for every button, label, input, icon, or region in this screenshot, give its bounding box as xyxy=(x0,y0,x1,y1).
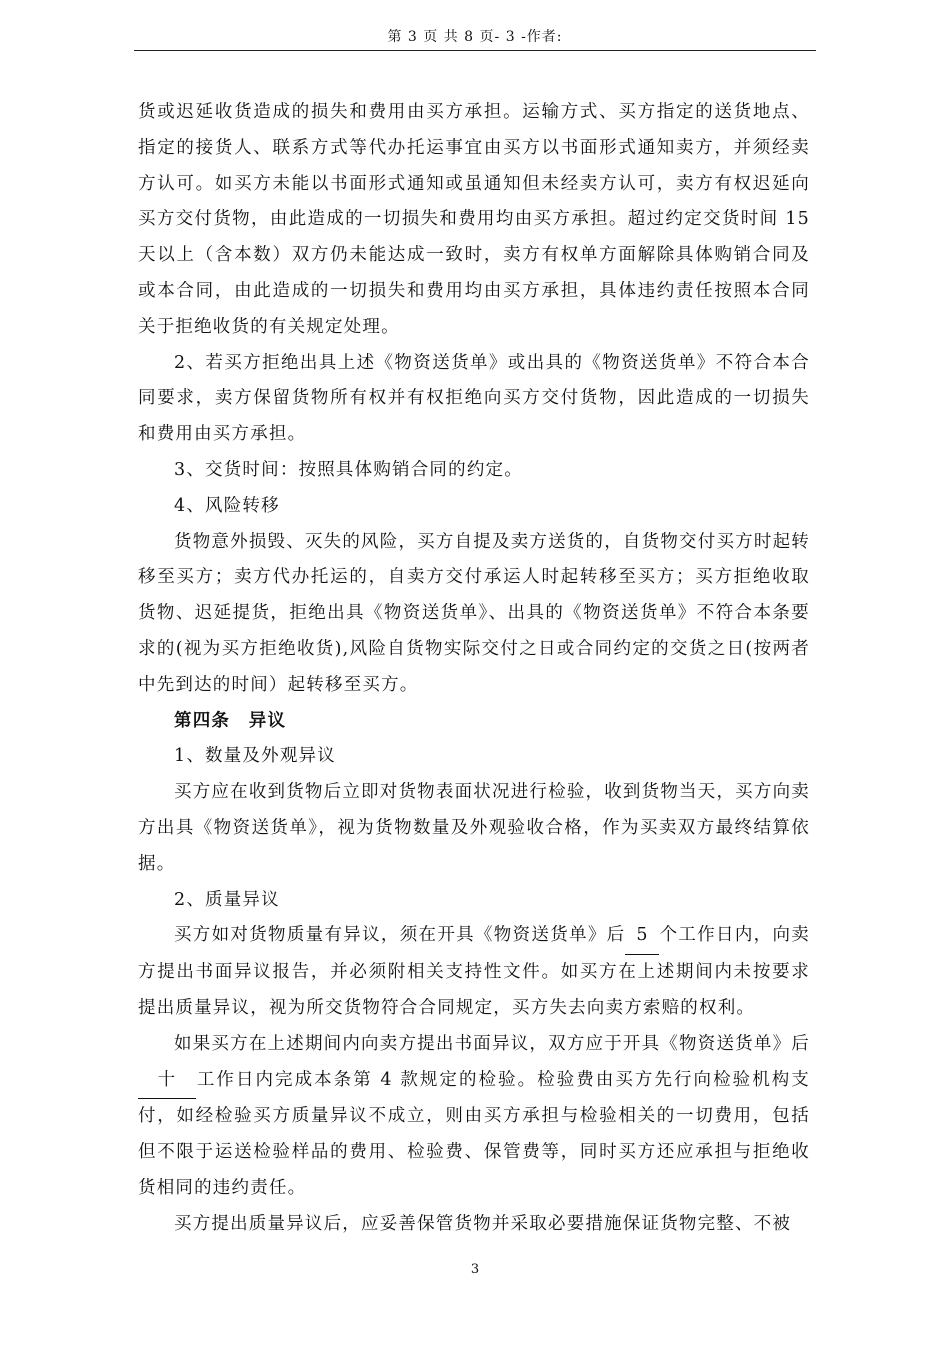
page-number: 3 xyxy=(470,1262,480,1277)
paragraph-text: 个工作日内，向卖方提出书面异议报告，并必须附相关支持性文件。如买方在上述期间内未按要求提出质量异议，视为所交货物符合合同规定，买方失去向卖方索赔的权利。 xyxy=(138,925,810,1018)
paragraph: 2、质量异议 xyxy=(174,889,280,910)
paragraph xyxy=(138,918,810,1026)
section-heading: 第四条 异议 xyxy=(174,710,287,731)
paragraph: 3、交货时间：按照具体购销合同的约定。 xyxy=(174,459,523,480)
paragraph: 2、若买方拒绝出具上述《物资送货单》或出具的《物资送货单》不符合本合同要求，卖方保留货物所有权并有权拒绝向买方交付货物，因此造成的一切损失和费用由买方承担。 xyxy=(138,352,810,445)
paragraph-text: 工作日内完成本条第 4 款规定的检验。检验费由买方先行向检验机构支付，如经检验买方质量异议不成立，则由买方承担与检验相关的一切费用，包括但不限于运送检验样品的费用、检验费、保管费等，同时买方还应承担与拒绝收货相同的违约责任。 xyxy=(138,1069,810,1198)
paragraph-text: 如果买方在上述期间内向卖方提出书面异议，双方应于开具《物资送货单》后 xyxy=(174,1033,810,1054)
paragraph-text: 买方如对货物质量有异议，须在开具《物资送货单》后 xyxy=(174,925,626,946)
header-divider xyxy=(134,50,816,51)
underlined-days-value: 5 xyxy=(625,918,659,955)
underlined-days-value: 十 xyxy=(138,1063,196,1100)
paragraph: 货物意外损毁、灭失的风险，买方自提及卖方送货的，自货物交付买方时起转移至买方；卖方代办托运的，自卖方交付承运人时起转移至买方；买方拒绝收取货物、迟延提货，拒绝出具《物资送货单》、出具的《物资送货单》不符合本条要求的(视为买方拒绝收货),风险自货物实际交付之日或合同约定的交货之日(按两者中先到达的时间）起转移至买方。 xyxy=(138,531,810,695)
paragraph: 买方提出质量异议后，应妥善保管货物并采取必要措施保证货物完整、不被 xyxy=(174,1213,792,1234)
document-body xyxy=(138,95,810,1243)
paragraph: 货或迟延收货造成的损失和费用由买方承担。运输方式、买方指定的送货地点、指定的接货人、联系方式等代办托运事宜由买方以书面形式通知卖方，并须经卖方认可。如买方未能以书面形式通知或虽通知但未经卖方认可，卖方有权迟延向买方交付货物，由此造成的一切损失和费用均由买方承担。超过约定交货时间 15 天以上（含本数）双方仍未能达成一致时，卖方有权单方面解除具体购销合同及或本合同，由此造成的一切损失和费用均由买方承担，具体违约责任按照本合同关于拒绝收货的有关规定处理。 xyxy=(138,102,810,337)
page-header: 第 3 页 共 8 页- 3 -作者: xyxy=(387,29,563,45)
paragraph: 买方应在收到货物后立即对货物表面状况进行检验，收到货物当天，买方向卖方出具《物资送货单》，视为货物数量及外观验收合格，作为买卖双方最终结算依据。 xyxy=(138,782,810,874)
paragraph: 4、风险转移 xyxy=(174,495,280,516)
paragraph xyxy=(138,1027,810,1207)
paragraph: 1、数量及外观异议 xyxy=(174,746,336,767)
